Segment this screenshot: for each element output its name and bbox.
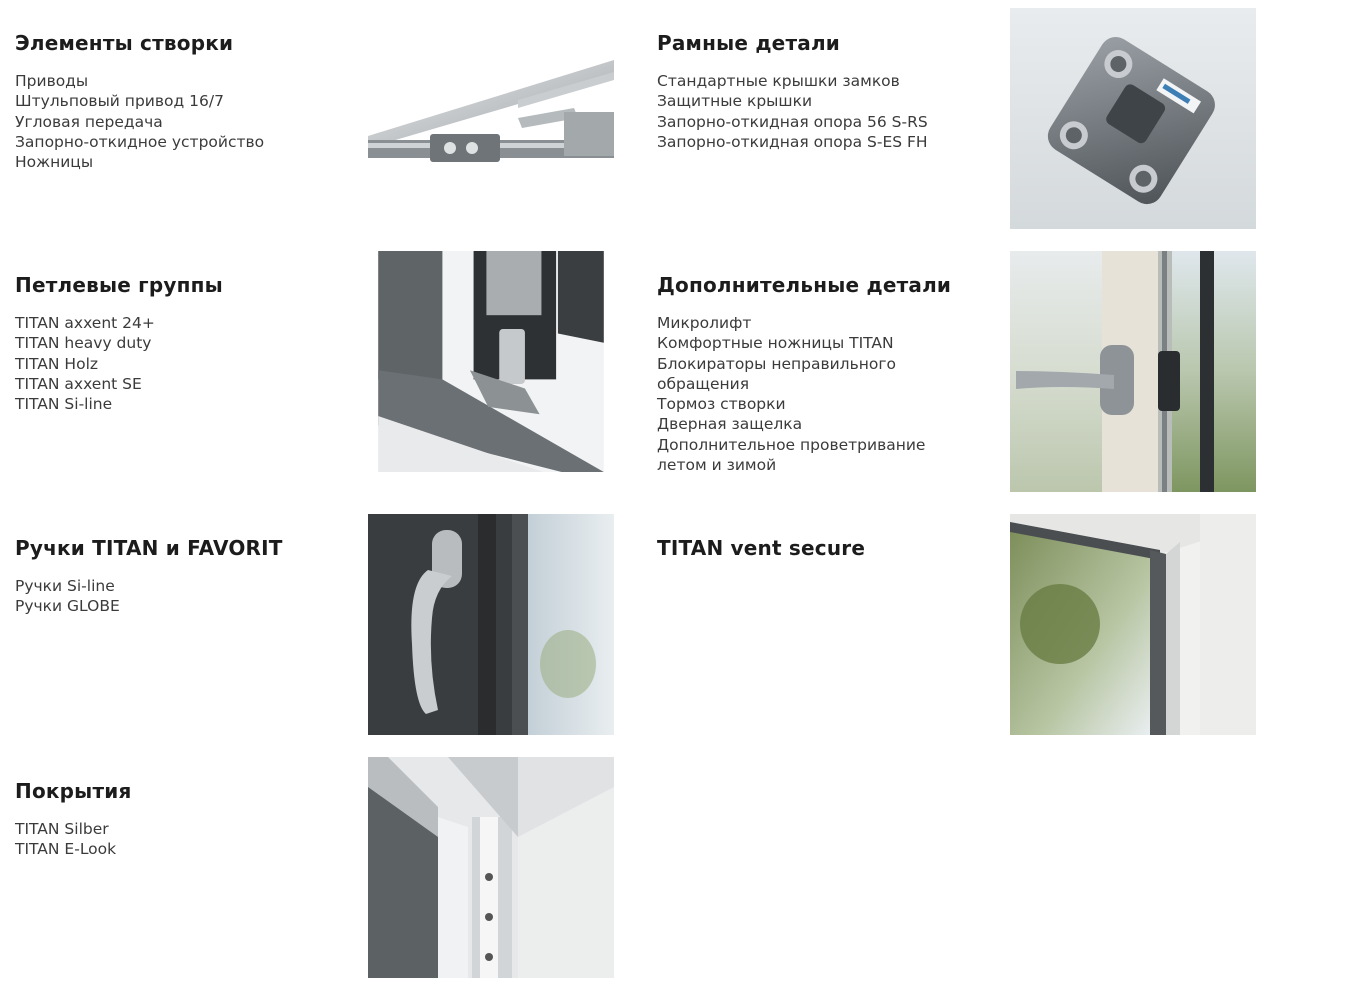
list-item[interactable]: TITAN axxent SE [15, 374, 142, 393]
list-item[interactable]: Дверная защелка [657, 415, 803, 434]
list-item[interactable]: Приводы [15, 72, 89, 90]
list-item[interactable]: Ножницы [15, 153, 94, 172]
list-item[interactable]: Запорно-откидное устройство [15, 132, 265, 151]
coated-fitting-icon[interactable] [368, 757, 614, 978]
list-item[interactable]: TITAN axxent 24+ [15, 314, 155, 332]
window-frame-icon[interactable] [1010, 514, 1256, 735]
door-handle-icon[interactable] [1010, 251, 1256, 492]
list-item[interactable]: Блокираторы неправильного [657, 354, 896, 373]
section-title[interactable]: Дополнительные детали [657, 273, 952, 297]
keeper-plate-icon[interactable] [1010, 8, 1256, 229]
section-handles [15, 535, 355, 617]
list-item[interactable]: Угловая передача [15, 112, 163, 131]
section-hinge-groups [15, 272, 355, 414]
list-item[interactable]: Запорно-откидная опора S-ES FH [657, 132, 928, 151]
section-frame-parts [657, 30, 997, 152]
list-item[interactable]: Запорно-откидная опора 56 S-RS [657, 112, 928, 131]
item-list [15, 313, 355, 414]
item-list [15, 71, 355, 172]
list-item[interactable]: Дополнительное проветривание [657, 435, 926, 454]
list-item[interactable]: TITAN Silber [15, 820, 109, 838]
section-title[interactable]: Петлевые группы [15, 273, 223, 297]
list-item[interactable]: Микролифт [657, 314, 752, 332]
list-item[interactable]: Защитные крышки [657, 92, 813, 111]
list-item[interactable]: TITAN Si-line [15, 395, 113, 414]
item-list [15, 576, 355, 617]
section-title[interactable]: TITAN vent secure [657, 536, 866, 560]
item-list [657, 313, 997, 475]
section-vent-secure [657, 535, 997, 576]
list-item[interactable]: TITAN heavy duty [15, 334, 152, 353]
item-list [15, 819, 355, 860]
sash-scissors-icon[interactable] [368, 8, 614, 229]
list-item[interactable]: TITAN E-Look [15, 840, 117, 859]
list-item[interactable]: летом и зимой [657, 456, 777, 475]
list-item[interactable]: Ручки Si-line [15, 577, 115, 595]
list-item[interactable]: Штульповый привод 16/7 [15, 92, 224, 111]
list-item[interactable]: TITAN Holz [15, 354, 99, 373]
section-sash-elements [15, 30, 355, 172]
item-list [657, 71, 997, 152]
list-item[interactable]: Комфортные ножницы TITAN [657, 334, 894, 353]
list-item[interactable]: Тормоз створки [657, 395, 786, 414]
section-title[interactable]: Ручки TITAN и FAVORIT [15, 536, 283, 560]
hinge-group-icon[interactable] [368, 251, 614, 472]
section-title[interactable]: Элементы створки [15, 31, 234, 55]
section-coatings [15, 778, 355, 860]
list-item[interactable]: обращения [657, 374, 750, 393]
list-item[interactable]: Стандартные крышки замков [657, 72, 900, 90]
window-handle-icon[interactable] [368, 514, 614, 735]
section-title[interactable]: Покрытия [15, 779, 132, 803]
section-additional-parts [657, 272, 997, 475]
list-item[interactable]: Ручки GLOBE [15, 597, 120, 616]
section-title[interactable]: Рамные детали [657, 31, 841, 55]
